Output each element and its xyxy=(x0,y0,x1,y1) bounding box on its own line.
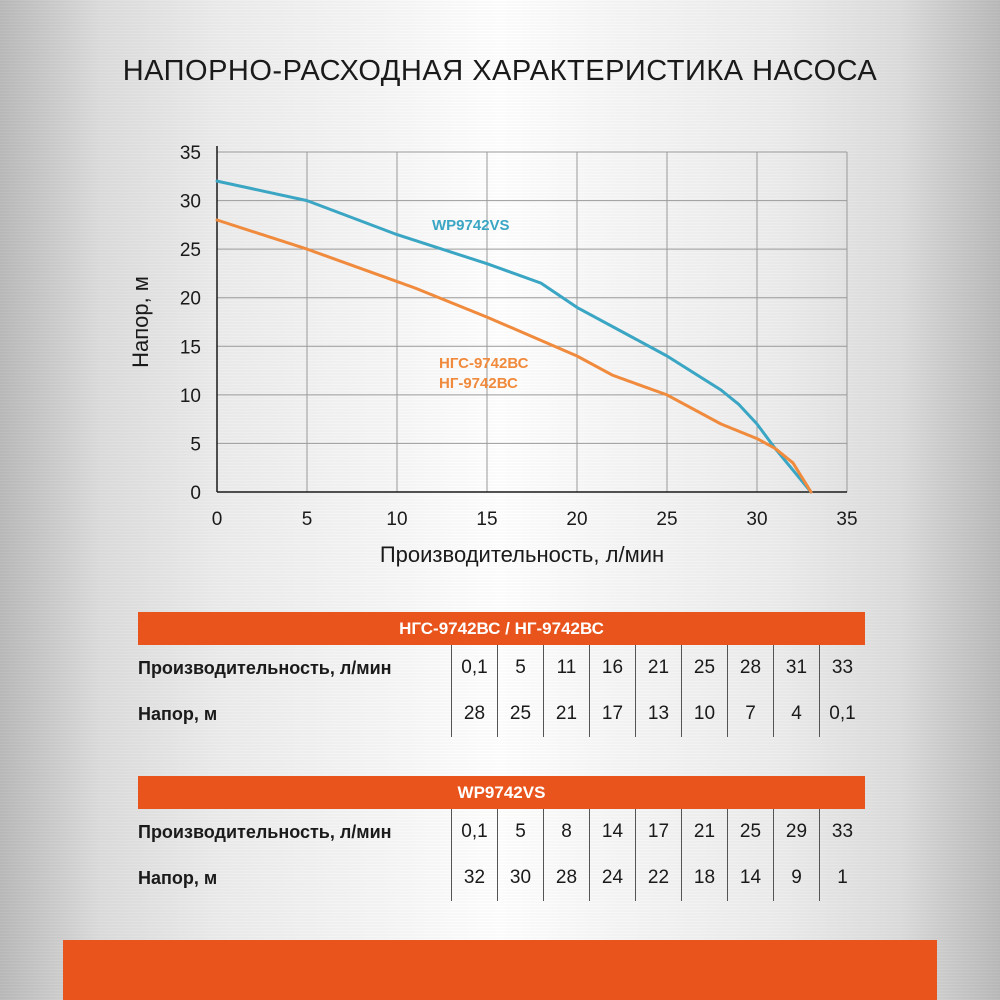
x-tick-label: 5 xyxy=(301,509,313,530)
x-tick-label: 30 xyxy=(746,509,768,530)
series-label: НГС-9742ВС xyxy=(439,355,529,372)
table-cell: 28 xyxy=(451,691,497,737)
table-cell: 32 xyxy=(451,855,497,901)
table-cell: 28 xyxy=(543,855,589,901)
table-cell: 29 xyxy=(773,809,819,855)
table-row xyxy=(138,691,865,737)
table-cell: 33 xyxy=(819,645,865,691)
table-cell: 1 xyxy=(819,855,865,901)
table-cell: 13 xyxy=(635,691,681,737)
y-tick-label: 5 xyxy=(190,434,201,456)
table-wp-header: WP9742VS xyxy=(138,776,865,809)
table-cell: 0,1 xyxy=(451,645,497,691)
y-tick-label: 0 xyxy=(190,483,201,504)
table-cell: 22 xyxy=(635,855,681,901)
y-tick-label: 15 xyxy=(179,337,201,359)
row-label: Напор, м xyxy=(138,704,218,724)
table-cell: 25 xyxy=(727,809,773,855)
bottom-accent-bar xyxy=(63,940,937,1000)
table-cell: 33 xyxy=(819,809,865,855)
series-line-wp9742vs xyxy=(217,181,811,492)
y-axis-title: Напор, м xyxy=(128,276,153,368)
table-cell: 25 xyxy=(681,645,727,691)
table-cell: 14 xyxy=(727,855,773,901)
table-cell: 0,1 xyxy=(451,809,497,855)
table-row xyxy=(138,809,865,855)
table-row xyxy=(138,855,865,901)
table-cell: 18 xyxy=(681,855,727,901)
table-cell: 31 xyxy=(773,645,819,691)
table-ngs xyxy=(138,612,865,737)
table-ngs-header: НГС-9742ВС / НГ-9742ВС xyxy=(138,612,865,645)
table-cell: 5 xyxy=(497,809,543,855)
table-cell: 14 xyxy=(589,809,635,855)
table-cell: 24 xyxy=(589,855,635,901)
series-label: WP9742VS xyxy=(432,217,510,234)
table-cell: 21 xyxy=(635,645,681,691)
table-cell: 25 xyxy=(497,691,543,737)
table-cell: 0,1 xyxy=(819,691,865,737)
table-cell: 17 xyxy=(589,691,635,737)
table-cell: 16 xyxy=(589,645,635,691)
y-tick-label: 10 xyxy=(179,385,201,407)
x-tick-label: 10 xyxy=(386,509,408,530)
y-tick-label: 20 xyxy=(179,288,201,310)
table-cell: 9 xyxy=(773,855,819,901)
row-label: Производительность, л/мин xyxy=(138,658,392,678)
table-cell: 17 xyxy=(635,809,681,855)
y-tick-label: 30 xyxy=(179,191,201,213)
table-cell: 30 xyxy=(497,855,543,901)
table-cell: 11 xyxy=(543,645,589,691)
table-wp xyxy=(138,776,865,901)
x-tick-label: 35 xyxy=(836,509,858,530)
x-tick-label: 0 xyxy=(211,509,223,530)
table-cell: 10 xyxy=(681,691,727,737)
table-cell: 8 xyxy=(543,809,589,855)
y-tick-label: 25 xyxy=(179,240,201,262)
page-title: НАПОРНО-РАСХОДНАЯ ХАРАКТЕРИСТИКА НАСОСА xyxy=(122,55,878,87)
x-tick-label: 20 xyxy=(566,509,588,530)
table-row xyxy=(138,645,865,691)
table-cell: 21 xyxy=(543,691,589,737)
table-cell: 4 xyxy=(773,691,819,737)
x-tick-label: 25 xyxy=(656,509,678,530)
row-label: Напор, м xyxy=(138,868,218,888)
table-cell: 28 xyxy=(727,645,773,691)
series-label: НГ-9742ВС xyxy=(439,375,518,392)
y-tick-label: 35 xyxy=(179,143,201,164)
table-cell: 21 xyxy=(681,809,727,855)
x-axis-title: Производительность, л/мин xyxy=(379,542,665,567)
row-label: Производительность, л/мин xyxy=(138,822,392,842)
x-tick-label: 15 xyxy=(476,509,498,530)
table-cell: 5 xyxy=(497,645,543,691)
table-cell: 7 xyxy=(727,691,773,737)
